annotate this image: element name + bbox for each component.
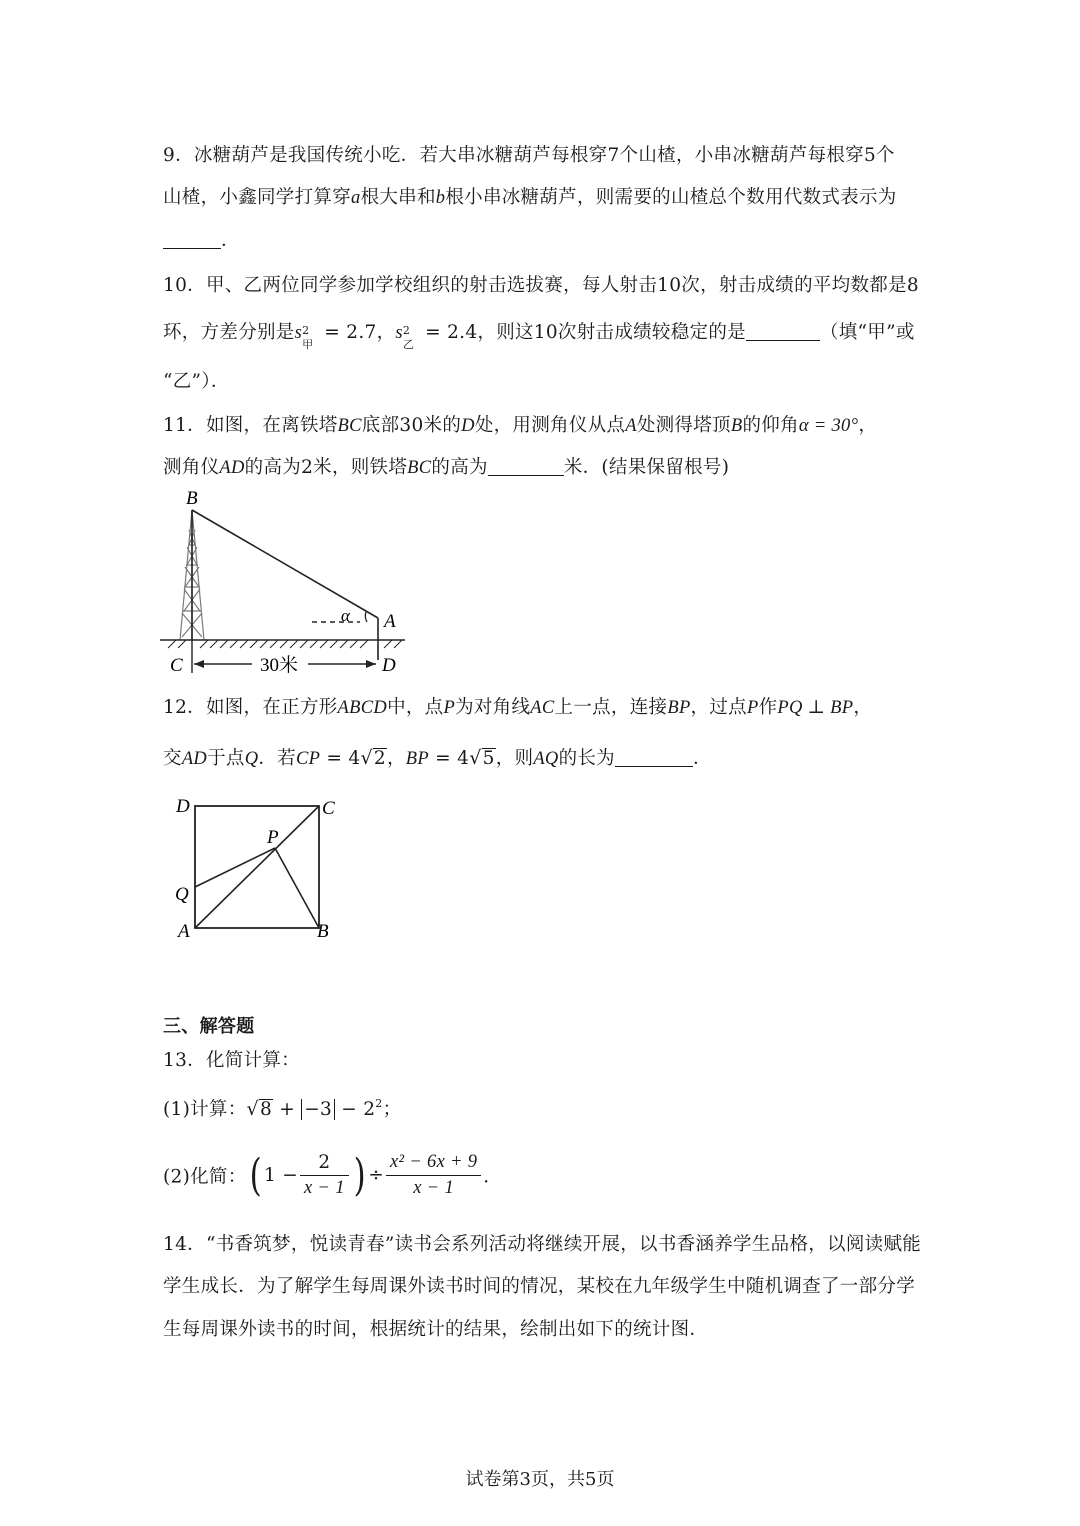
q11-seg-bc-2: BC	[407, 458, 432, 478]
q13-frac2-den: x − 1	[413, 1178, 454, 1198]
q13-part-2	[163, 1150, 502, 1201]
q9-var-b: b	[435, 188, 446, 208]
q12-cp-lhs: CP	[295, 749, 321, 769]
q12-seg-aq: AQ	[533, 749, 559, 769]
q9-text-2a: 山楂，小鑫同学打算穿	[163, 187, 352, 208]
q9-line-1	[163, 141, 895, 167]
q11-point-d: D	[461, 416, 475, 436]
q12-line-1	[163, 693, 872, 719]
q10-text-2b: （填“甲”或	[819, 322, 915, 343]
q12-text-1f: 作	[758, 697, 778, 718]
q13-p1-minus: − 2	[335, 1099, 376, 1120]
section-3-title: 三、解答题	[163, 1016, 255, 1037]
q13-p1-label: (1)计算：	[163, 1099, 247, 1120]
q13-p1-plus: +	[273, 1099, 302, 1120]
q13-p1-end: ；	[382, 1099, 402, 1120]
label-q: Q	[175, 884, 189, 905]
q12-radical-icon-2: √	[469, 747, 482, 769]
right-paren-icon: )	[353, 1150, 366, 1201]
q12-bp-lhs: BP	[405, 749, 429, 769]
q14-line-3: 生每周课外读书的时间，根据统计的结果，绘制出如下的统计图．	[163, 1319, 709, 1340]
q12-seg-ad: AD	[181, 749, 208, 769]
q11-seg-bc: BC	[337, 416, 362, 436]
q10-sub-jia: 甲	[302, 338, 314, 351]
q10-line-2	[163, 318, 915, 351]
q13-p2-label: (2)化简：	[163, 1166, 247, 1188]
q12-text-2c: ．若	[258, 748, 296, 769]
q12-radical-icon: √	[360, 747, 373, 769]
q12-bp-radicand: 5	[482, 748, 495, 769]
label-b: B	[186, 488, 198, 509]
label-a: A	[384, 611, 396, 632]
diagonal-ac	[195, 806, 319, 928]
q9-var-a: a	[351, 188, 361, 208]
q11-text-2c: 的高为	[431, 457, 488, 478]
q13-p1-abs: −3	[301, 1099, 335, 1120]
label-a: A	[178, 921, 190, 942]
q11-text-1c: 处，用测角仪从点	[474, 415, 626, 436]
q11-seg-ad: AD	[219, 458, 245, 478]
q13-part-1	[163, 1095, 401, 1121]
label-d: D	[176, 796, 190, 817]
q10-sup-1: 2	[302, 324, 310, 337]
q12-text-2a: 交	[163, 748, 182, 769]
q12-text-1d: 上一点，连接	[554, 697, 668, 718]
q12-text-1a: 12．如图，在正方形	[163, 697, 338, 718]
q12-bp-mid: = 4	[428, 748, 470, 769]
q9-text-2b: 根大串和	[360, 187, 436, 208]
q9-line-3	[163, 226, 240, 252]
label-c: C	[322, 798, 335, 819]
label-distance: 30米	[260, 655, 299, 676]
q13-frac2-num: x² − 6x + 9	[386, 1152, 481, 1176]
q13-frac1-den: x − 1	[304, 1178, 345, 1198]
q11-text-2a: 测角仪	[163, 457, 220, 478]
q12-text-1b: 中，点	[387, 697, 444, 718]
q14-line-2: 学生成长．为了解学生每周课外读书时间的情况，某校在九年级学生中随机调查了一部分学	[163, 1276, 916, 1297]
q11-point-b: B	[730, 416, 743, 436]
q13-title: 13．化简计算：	[163, 1050, 300, 1071]
q12-square-figure	[170, 792, 350, 952]
q9-text-2c: 根小串冰糖葫芦，则需要的山楂总个数用代数式表示为	[445, 187, 897, 208]
q11-text-1e: 的仰角	[742, 415, 799, 436]
q13-divide: ÷	[368, 1165, 385, 1186]
q12-point-p: P	[443, 698, 456, 718]
q10-variance-symbol-1: s	[294, 323, 303, 343]
q11-point-a: A	[625, 416, 637, 436]
q11-text-2b: 的高为2米，则铁塔	[244, 457, 408, 478]
label-b: B	[317, 921, 329, 942]
q13-p2-one: 1 −	[263, 1165, 299, 1186]
q12-text-1g: ，	[853, 697, 873, 718]
q10-variance-symbol-2: s	[395, 323, 403, 343]
q12-point-p-2: P	[746, 698, 759, 718]
q12-square: ABCD	[337, 698, 388, 718]
label-p: P	[267, 827, 279, 848]
q11-angle-eq: α = 30°	[798, 416, 859, 436]
q10-answer-blank[interactable]	[746, 322, 820, 341]
q13-p1-radicand: 8	[259, 1099, 273, 1120]
q12-text-2b: 于点	[207, 748, 245, 769]
q11-answer-blank[interactable]	[488, 457, 564, 476]
q13-p1-exponent: 2	[375, 1097, 383, 1110]
q9-line-2	[163, 183, 897, 209]
q11-text-2d: 米．(结果保留根号)	[563, 457, 730, 478]
q10-text-3: “乙”）．	[163, 371, 230, 392]
q12-answer-blank[interactable]	[615, 748, 693, 767]
left-paren-icon: (	[249, 1150, 262, 1201]
q12-line-2	[163, 744, 712, 770]
angle-arc	[365, 612, 367, 622]
q11-tower-figure	[160, 485, 410, 680]
q10-line-1	[163, 271, 919, 297]
arrowhead-right	[366, 660, 376, 668]
q10-sub-yi: 乙	[402, 338, 415, 351]
page-footer: 试卷第3页，共5页	[465, 1469, 615, 1490]
q10-eq-1: = 2.7，	[318, 322, 396, 343]
arrowhead-left	[194, 660, 204, 668]
q13-fraction-1	[300, 1152, 349, 1199]
q12-seg-ac: AC	[530, 698, 555, 718]
label-c: C	[170, 655, 183, 676]
q11-text-1d: 处测得塔顶	[636, 415, 731, 436]
q13-p2-end: ．	[483, 1166, 503, 1188]
q10-text-2a: 环，方差分别是	[163, 322, 295, 343]
label-d: D	[382, 655, 396, 676]
q11-text-1b: 底部30米的	[361, 415, 462, 436]
q11-line-2	[163, 453, 729, 479]
segment-ba	[192, 510, 378, 618]
label-alpha: α	[341, 606, 350, 625]
q12-seg-bp: BP	[667, 698, 691, 718]
segment-pq	[195, 848, 275, 887]
q12-text-2f: 的长为	[558, 748, 615, 769]
q12-text-1e: ，过点	[690, 697, 747, 718]
q12-cp-radicand: 2	[373, 748, 386, 769]
q9-answer-blank[interactable]	[163, 230, 221, 249]
q11-line-1	[163, 411, 877, 437]
q13-fraction-2	[386, 1152, 481, 1199]
q11-text-1a: 11．如图，在离铁塔	[163, 415, 338, 436]
q10-text-1: 10．甲、乙两位同学参加学校组织的射击选拔赛，每人射击10次，射击成绩的平均数都是8	[163, 275, 919, 296]
q10-sup-2: 2	[402, 324, 411, 337]
q9-text-1: 9．冰糖葫芦是我国传统小吃．若大串冰糖葫芦每根穿7个山楂，小串冰糖葫芦每根穿5个	[163, 145, 895, 166]
q12-text-1c: 为对角线	[455, 697, 531, 718]
q12-text-2d: ，	[386, 748, 406, 769]
q10-eq-2: = 2.4，则这10次射击成绩较稳定的是	[418, 322, 746, 343]
q12-text-2g: ．	[692, 748, 712, 769]
q13-frac1-num: 2	[300, 1152, 349, 1176]
q11-text-1f: ，	[858, 415, 878, 436]
ground-hatching	[168, 640, 402, 648]
q13-radical-icon: √	[246, 1098, 259, 1120]
segment-pb	[275, 848, 319, 928]
q12-cp-mid: = 4	[320, 748, 361, 769]
q12-text-2e: ，则	[495, 748, 534, 769]
q14-line-1: 14．“书香筑梦，悦读青春”读书会系列活动将继续开展，以书香涵养学生品格，以阅读赋能	[163, 1234, 922, 1255]
q12-perp: PQ ⊥ BP	[777, 698, 854, 718]
q10-line-3	[163, 367, 230, 393]
q12-point-q: Q	[244, 749, 259, 769]
q9-text-3: ．	[221, 230, 240, 251]
